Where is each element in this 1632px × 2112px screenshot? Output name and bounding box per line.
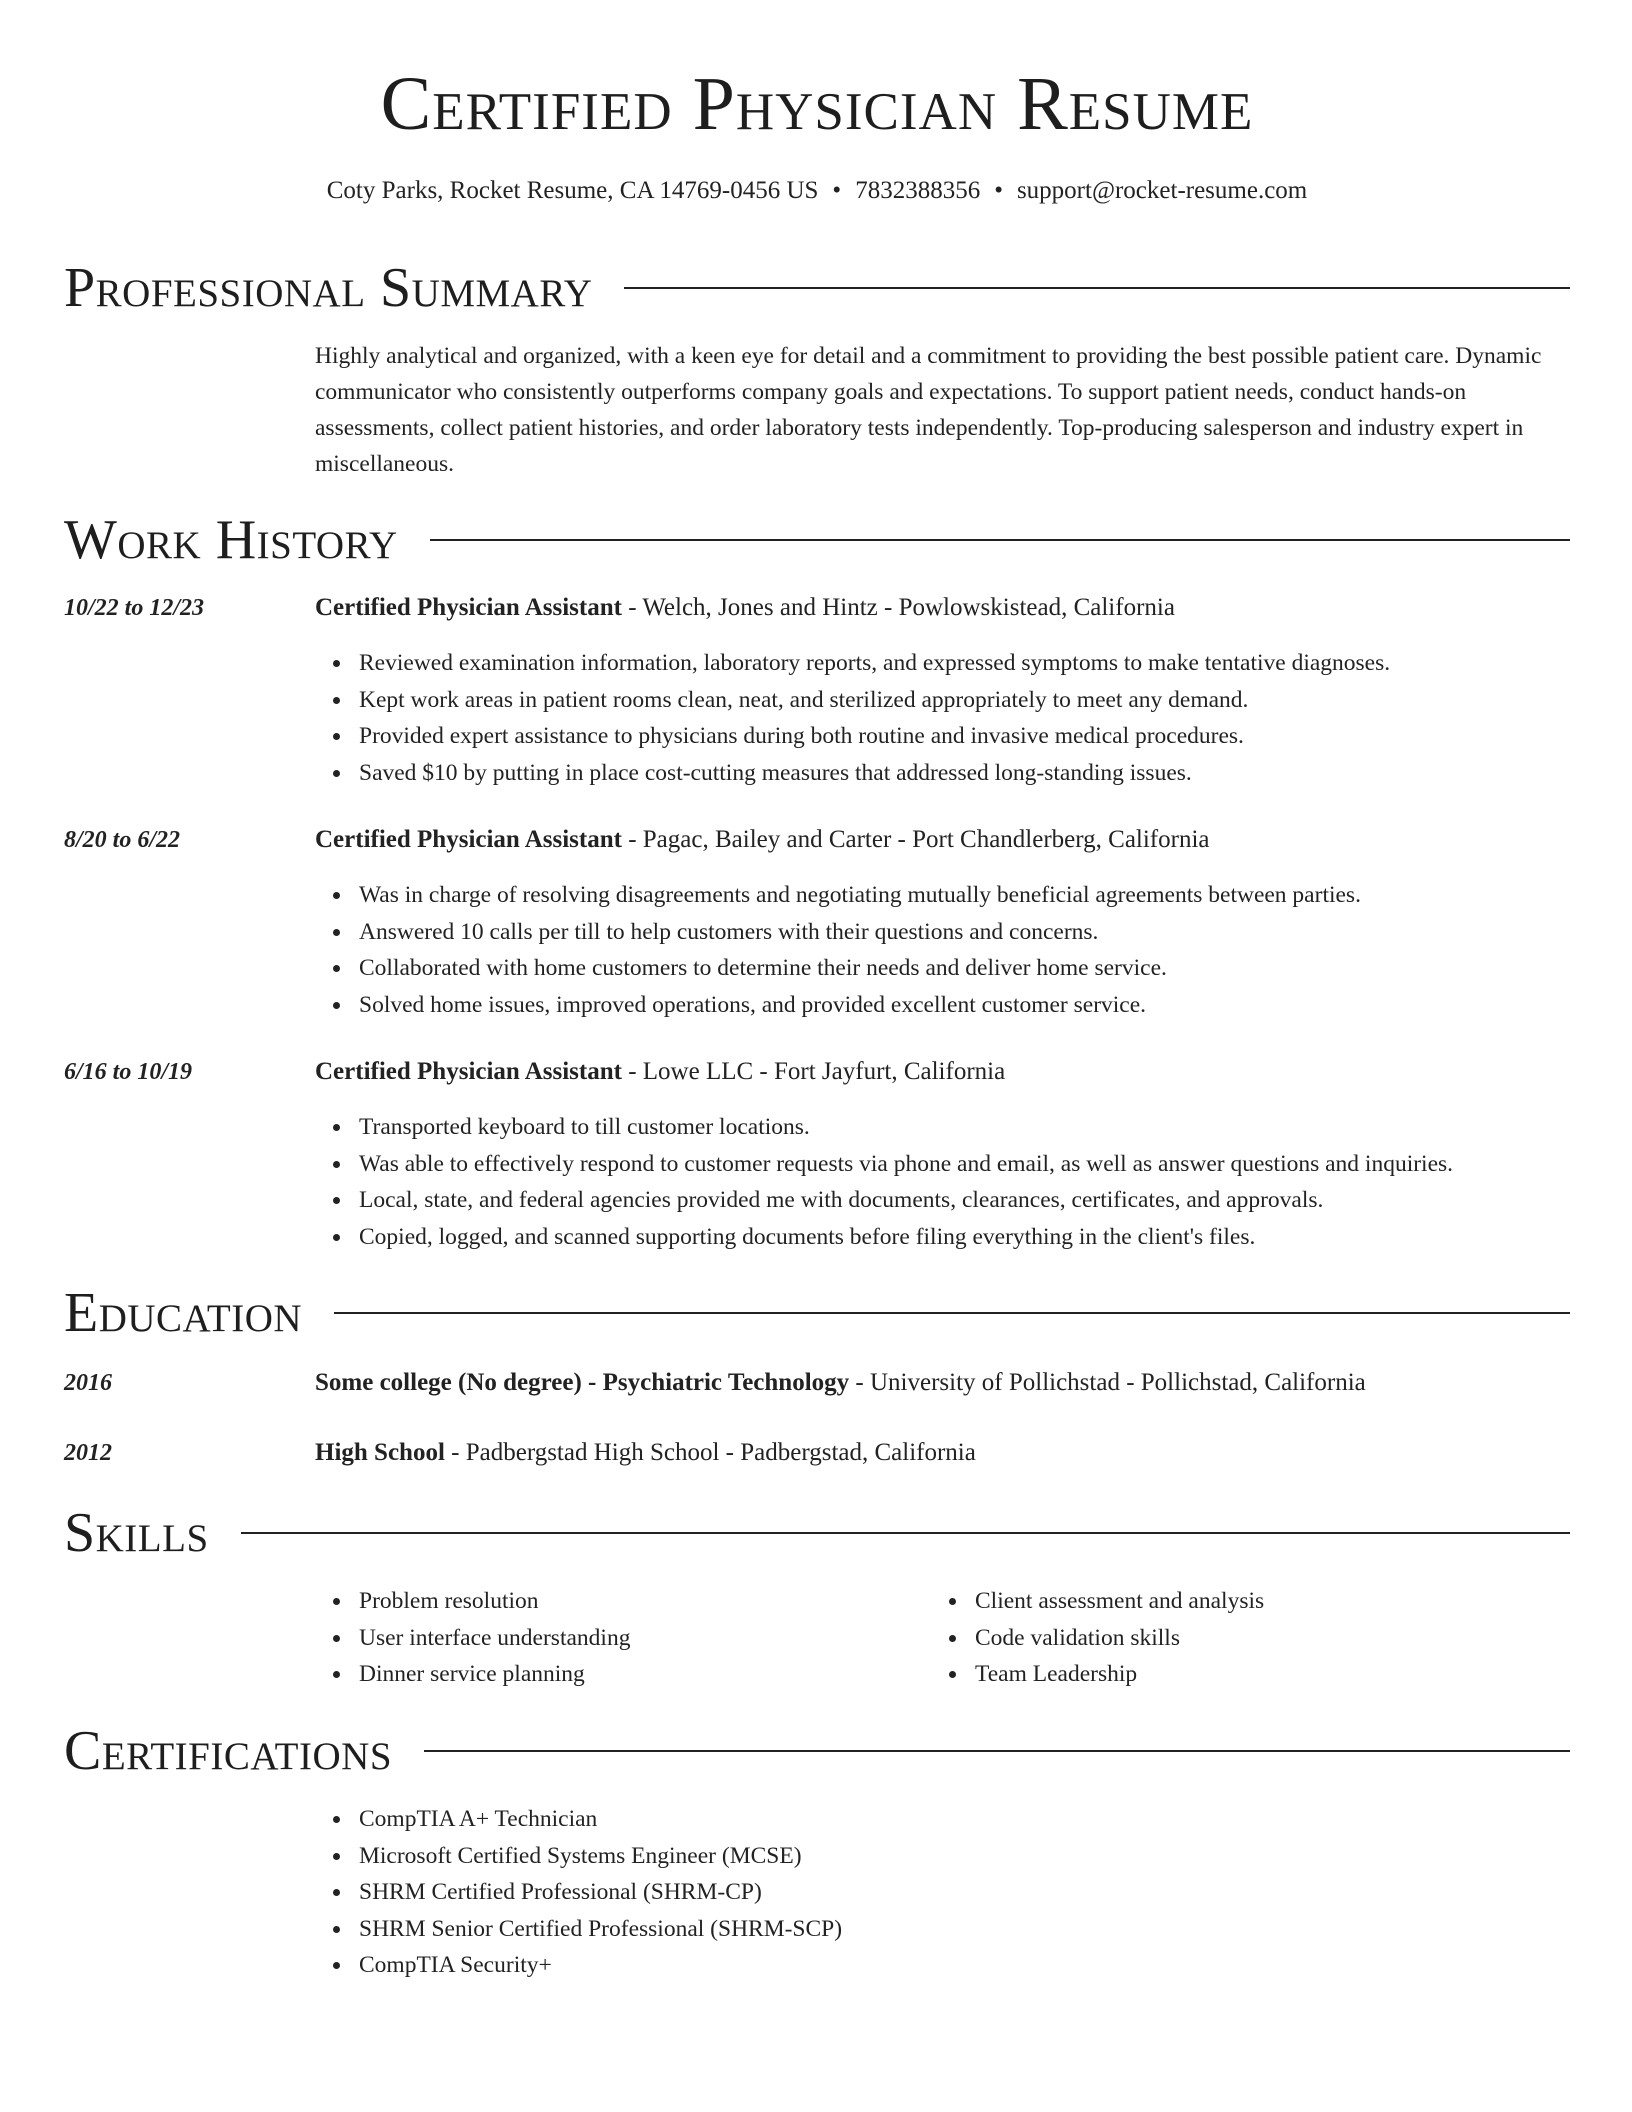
- education-degree: High School: [315, 1439, 445, 1466]
- list-item: Answered 10 calls per till to help customers with their questions and concerns.: [359, 914, 1614, 951]
- list-item: Provided expert assistance to physicians during both routine and invasive medical procedures.: [359, 718, 1614, 755]
- job-employer: - Welch, Jones and Hintz - Powlowskistead, California: [621, 594, 1175, 621]
- education-entry: [315, 1368, 1570, 1398]
- skill-item: Client assessment and analysis: [975, 1583, 1264, 1620]
- education-school: - University of Pollichstad - Pollichstad, California: [849, 1369, 1366, 1396]
- certification-item: SHRM Senior Certified Professional (SHRM-SCP): [359, 1911, 1614, 1948]
- job-dates: 8/20 to 6/22: [64, 827, 181, 853]
- skills-section-header: [64, 1501, 1570, 1565]
- list-item: Saved $10 by putting in place cost-cutting measures that addressed long-standing issues.: [359, 755, 1614, 792]
- education-section-header: [64, 1281, 1570, 1345]
- list-item: Local, state, and federal agencies provided me with documents, clearances, certificates, and approvals.: [359, 1182, 1614, 1219]
- summary-heading: Professional Summary: [64, 257, 593, 319]
- list-item: Was able to effectively respond to customer requests via phone and email, as well as answer questions and inquiries.: [359, 1146, 1614, 1183]
- contact-email: support@rocket-resume.com: [1016, 177, 1308, 204]
- job-dates: 6/16 to 10/19: [64, 1059, 193, 1085]
- education-school: - Padbergstad High School - Padbergstad, California: [444, 1439, 976, 1466]
- job-heading: [315, 825, 1570, 855]
- skill-item: Team Leadership: [975, 1656, 1264, 1693]
- work-history-section-header: [64, 508, 1570, 572]
- job-employer: - Lowe LLC - Fort Jayfurt, California: [621, 1058, 1006, 1085]
- job-title: Certified Physician Assistant: [315, 594, 622, 621]
- certification-item: CompTIA A+ Technician: [359, 1801, 1614, 1838]
- job-employer: - Pagac, Bailey and Carter - Port Chandlerberg, California: [621, 826, 1210, 853]
- summary-section-header: [64, 256, 1570, 320]
- job-title: Certified Physician Assistant: [315, 1058, 622, 1085]
- certifications-list: [315, 1801, 1614, 1984]
- job-bullets: [315, 645, 1614, 791]
- section-divider: [624, 287, 1570, 289]
- skill-item: User interface understanding: [359, 1620, 630, 1657]
- contact-address: Coty Parks, Rocket Resume, CA 14769-0456 US: [326, 177, 819, 204]
- certification-item: Microsoft Certified Systems Engineer (MCSE): [359, 1838, 1614, 1875]
- list-item: Copied, logged, and scanned supporting documents before filing everything in the client's files.: [359, 1219, 1614, 1256]
- education-year: 2012: [64, 1440, 112, 1466]
- skills-heading: Skills: [64, 1502, 209, 1564]
- section-divider: [334, 1312, 1570, 1314]
- list-item: Collaborated with home customers to determine their needs and deliver home service.: [359, 950, 1614, 987]
- skill-item: Dinner service planning: [359, 1656, 630, 1693]
- certification-item: CompTIA Security+: [359, 1947, 1614, 1984]
- contact-separator: •: [994, 177, 1003, 204]
- education-year: 2016: [64, 1370, 112, 1396]
- section-divider: [424, 1750, 1570, 1752]
- job-heading: [315, 1057, 1570, 1087]
- resume-title: Certified Physician Resume: [380, 62, 1254, 146]
- skills-list-right: [931, 1583, 1264, 1693]
- contact-separator: •: [832, 177, 842, 204]
- certifications-section-header: [64, 1719, 1570, 1783]
- job-dates: 10/22 to 12/23: [64, 595, 205, 621]
- list-item: Kept work areas in patient rooms clean, neat, and sterilized appropriately to meet any demand.: [359, 682, 1614, 719]
- skill-item: Code validation skills: [975, 1620, 1264, 1657]
- work-history-heading: Work History: [64, 509, 398, 571]
- section-divider: [430, 539, 1570, 541]
- job-bullets: [315, 877, 1614, 1023]
- summary-text: Highly analytical and organized, with a keen eye for detail and a commitment to providing the best possible patient care. Dynamic communicator who consistently outperforms company goals and expectations. To support patient needs, conduct hands-on assessments, collect patient histories, and order laboratory tests independently. Top-producing salesperson and industry expert in miscellaneous.: [315, 343, 1542, 477]
- skills-list-left: [315, 1583, 630, 1693]
- education-heading: Education: [64, 1282, 303, 1344]
- list-item: Reviewed examination information, laboratory reports, and expressed symptoms to make tentative diagnoses.: [359, 645, 1614, 682]
- contact-phone: 7832388356: [855, 177, 981, 204]
- list-item: Solved home issues, improved operations, and provided excellent customer service.: [359, 987, 1614, 1024]
- education-degree: Some college (No degree) - Psychiatric Technology: [315, 1369, 850, 1396]
- education-entry: [315, 1438, 1570, 1468]
- certification-item: SHRM Certified Professional (SHRM-CP): [359, 1874, 1614, 1911]
- certifications-heading: Certifications: [64, 1720, 393, 1782]
- list-item: Transported keyboard to till customer locations.: [359, 1109, 1614, 1146]
- list-item: Was in charge of resolving disagreements and negotiating mutually beneficial agreements between parties.: [359, 877, 1614, 914]
- job-title: Certified Physician Assistant: [315, 826, 622, 853]
- section-divider: [241, 1532, 1570, 1534]
- job-bullets: [315, 1109, 1614, 1255]
- job-heading: [315, 593, 1570, 623]
- skill-item: Problem resolution: [359, 1583, 630, 1620]
- contact-line: [64, 176, 1570, 206]
